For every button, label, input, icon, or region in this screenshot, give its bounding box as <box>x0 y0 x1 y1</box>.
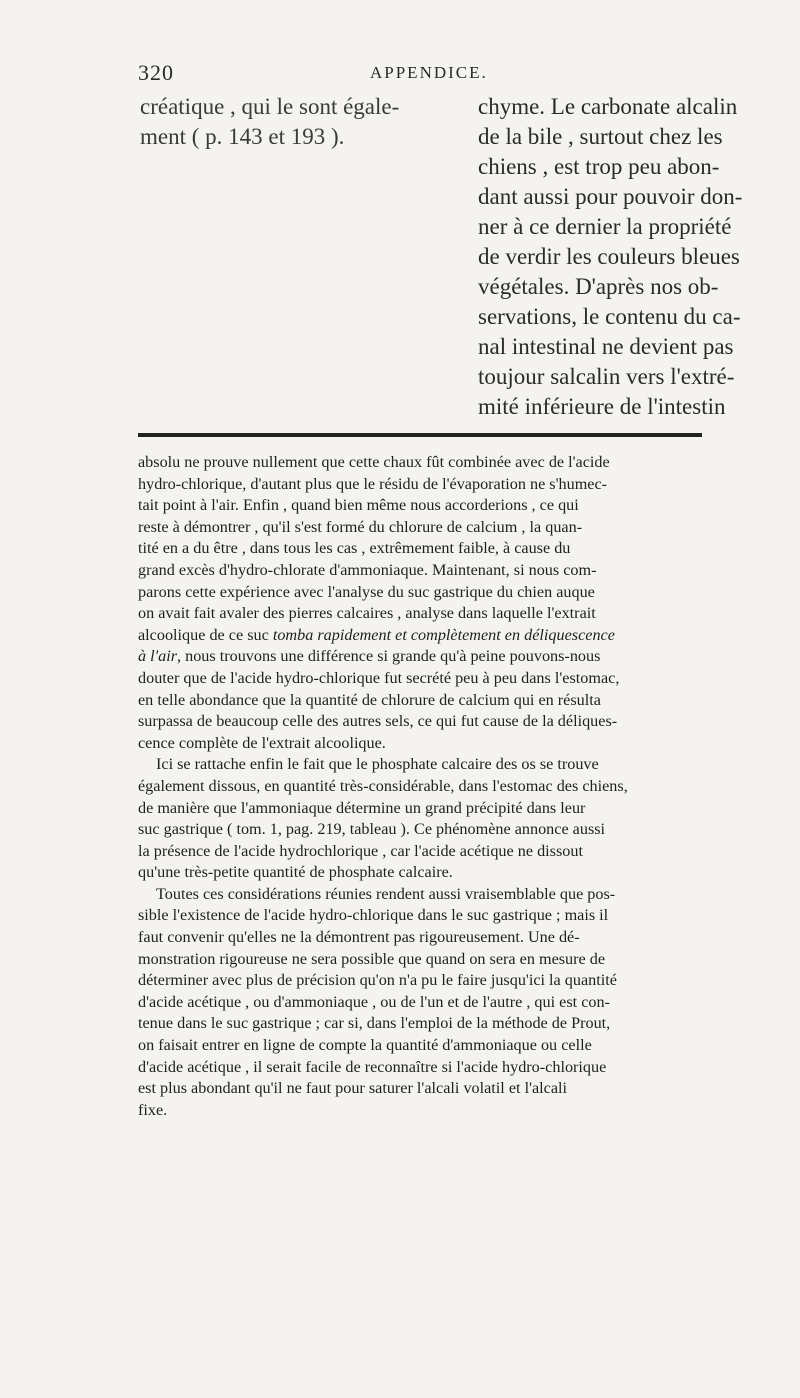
text-line: servations, le contenu du ca- <box>478 304 741 329</box>
text-line: la présence de l'acide hydrochlorique , car l'acide acétique ne dissout <box>138 841 583 860</box>
text-line: d'acide acétique , ou d'ammoniaque , ou de l'un et de l'autre , qui est con- <box>138 992 610 1011</box>
text-line: Ici se rattache enfin le fait que le phosphate calcaire des os se trouve <box>156 755 599 774</box>
text-line: tenue dans le suc gastrique ; car si, dans l'emploi de la méthode de Prout, <box>138 1014 611 1033</box>
text-line: reste à démontrer , qu'il s'est formé du chlorure de calcium , la quan- <box>138 517 583 536</box>
text-line: déterminer avec plus de précision qu'on n'a pu le faire jusqu'ici la quantité <box>138 971 617 990</box>
text-line: ner à ce dernier la propriété <box>478 214 732 239</box>
text-segment: , nous trouvons une différence si grande qu'à peine pouvons-nous <box>177 647 601 666</box>
text-line: suc gastrique ( tom. 1, pag. 219, tableau ). Ce phénomène annonce aussi <box>138 820 606 839</box>
text-line: nal intestinal ne devient pas <box>478 334 734 359</box>
text-line <box>138 625 718 647</box>
text-line: hydro-chlorique, d'autant plus que le résidu de l'évaporation ne s'humec- <box>138 474 608 493</box>
right-column-text <box>478 92 800 422</box>
text-line: on faisait entrer en ligne de compte la quantité d'ammoniaque ou celle <box>138 1036 592 1055</box>
text-line: chyme. Le carbonate alcalin <box>478 94 738 119</box>
text-line: faut convenir qu'elles ne la démontrent pas rigoureusement. Une dé- <box>138 928 580 947</box>
text-line: d'acide acétique , il serait facile de reconnaître si l'acide hydro-chlorique <box>138 1057 607 1076</box>
text-line: créatique , qui le sont égale- <box>140 94 400 119</box>
text-line: on avait fait avaler des pierres calcaires , analyse dans laquelle l'extrait <box>138 604 596 623</box>
text-line: ment ( p. 143 et 193 ). <box>140 124 345 149</box>
text-line: toujour salcalin vers l'extré- <box>478 364 735 389</box>
text-line <box>138 646 718 668</box>
italic-text-segment: tomba rapidement et complètement en déliquescence <box>272 625 615 644</box>
text-line: dant aussi pour pouvoir don- <box>478 184 743 209</box>
text-line: Toutes ces considérations réunies rendent aussi vraisemblable que pos- <box>156 884 616 903</box>
text-line: parons cette expérience avec l'analyse du suc gastrique du chien auque <box>138 582 595 601</box>
text-line: est plus abondant qu'il ne faut pour saturer l'alcali volatil et l'alcali <box>138 1079 568 1098</box>
text-line: fixe. <box>138 1100 168 1119</box>
text-line: sible l'existence de l'acide hydro-chlorique dans le suc gastrique ; mais il <box>138 906 609 925</box>
text-line: monstration rigoureuse ne sera possible que quand on sera en mesure de <box>138 949 606 968</box>
text-segment: alcoolique de ce suc <box>138 625 269 644</box>
page-number: 320 <box>138 60 174 85</box>
footnote-text <box>138 452 718 1121</box>
text-line: chiens , est trop peu abon- <box>478 154 720 179</box>
text-line: tité en a du être , dans tous les cas , extrêmement faible, à cause du <box>138 539 571 558</box>
text-line: en telle abondance que la quantité de chlorure de calcium qui en résulta <box>138 690 601 709</box>
text-line: douter que de l'acide hydro-chlorique fut secrété peu à peu dans l'estomac, <box>138 668 620 687</box>
text-line: également dissous, en quantité très-considérable, dans l'estomac des chiens, <box>138 776 628 795</box>
text-line: grand excès d'hydro-chlorate d'ammoniaque. Maintenant, si nous com- <box>138 560 597 579</box>
text-line: cence complète de l'extrait alcoolique. <box>138 733 386 752</box>
footnote-separator-rule <box>138 433 702 437</box>
text-line: de verdir les couleurs bleues <box>478 244 740 269</box>
text-line: végétales. D'après nos ob- <box>478 274 719 299</box>
text-line: mité inférieure de l'intestin <box>478 394 726 419</box>
left-column-text <box>140 92 470 152</box>
text-line: tait point à l'air. Enfin , quand bien même nous accorderions , ce qui <box>138 496 579 515</box>
text-line: de manière que l'ammoniaque détermine un grand précipité dans leur <box>138 798 586 817</box>
text-line: qu'une très-petite quantité de phosphate calcaire. <box>138 863 453 882</box>
text-line: de la bile , surtout chez les <box>478 124 723 149</box>
italic-text-segment: à l'air <box>138 647 177 666</box>
text-line: absolu ne prouve nullement que cette chaux fût combinée avec de l'acide <box>138 453 610 471</box>
text-line: surpassa de beaucoup celle des autres sels, ce qui fut cause de la déliques- <box>138 712 618 731</box>
page-header <box>138 60 698 88</box>
running-head: APPENDICE. <box>370 63 488 82</box>
